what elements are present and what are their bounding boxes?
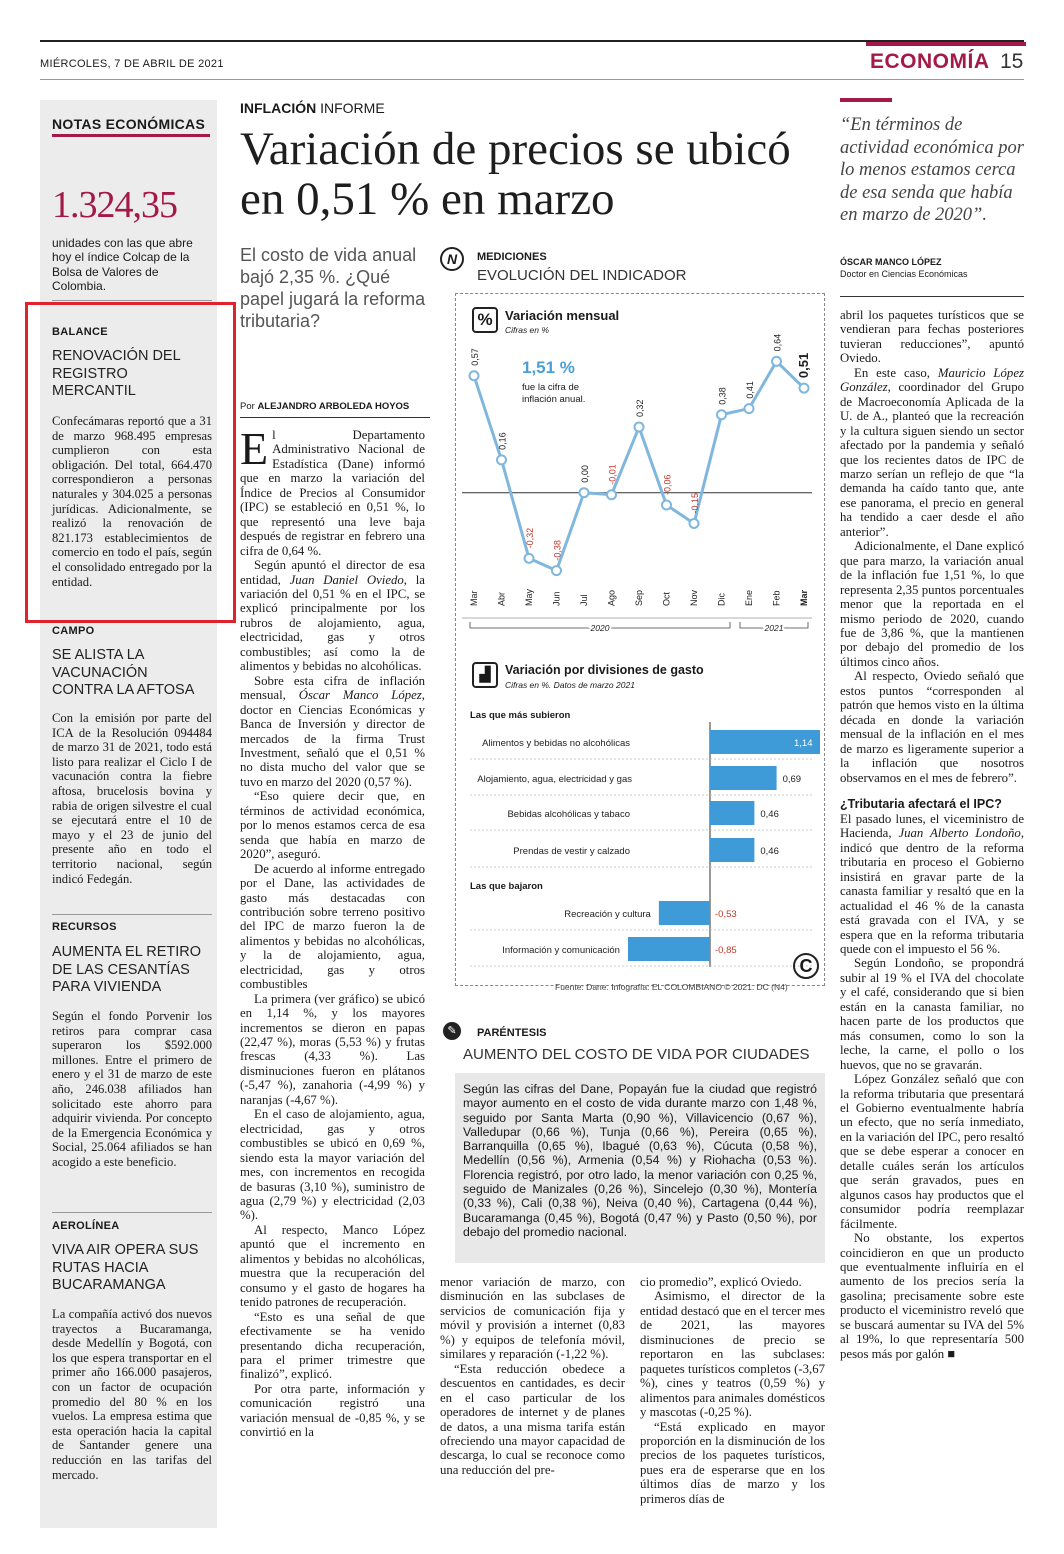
divider	[52, 914, 212, 915]
paragraph: l Departamento Administrativo Nacional de Estadística (Dane) informó que en marzo la variación del Índice de Precios al Consumidor (IPC) se estableció en 0,51 %, lo que representó una leve baja después de registrar en febrero una cifra de 0,64 %.	[240, 428, 425, 558]
parentesis-label: PARÉNTESIS	[477, 1027, 547, 1039]
data-point	[635, 423, 644, 432]
paragraph: cio promedio”, explicó Oviedo.	[640, 1275, 802, 1289]
data-label: -0,38	[552, 540, 563, 561]
byline	[240, 401, 409, 412]
recursos-body: Según el fondo Porvenir los retiros para comprar casa superaron los $592.000 millones. Entre el primero de enero y el 31 de marzo de este año, 246.038 afiliados han solicitado este ahorro para adquirir vivienda. Por concepto de la Emergencia Económica y Social, 25.064 afiliados se han acogido a este beneficio.	[52, 1009, 212, 1169]
article-headline: Variación de precios se ubicó en 0,51 % en marzo	[240, 123, 791, 225]
paragraph: Adicionalmente, el Dane explicó que para marzo, la variación anual de la inflación fue 1,51 %, lo que representa 2,35 puntos porcentuales menor que la reportada en el mismo periodo de 2020, cuando fue de 3,86 %, que la mantienen por debajo del promedio de los últimos cinco años.	[840, 539, 1024, 669]
chart1-title: Variación mensual	[505, 308, 620, 323]
article-column-1	[240, 423, 425, 1440]
section-subhead: ¿Tributaria afectará el IPC?	[840, 796, 1002, 811]
x-tick-label: Jun	[551, 591, 562, 606]
data-point	[525, 554, 534, 563]
notes-title: NOTAS ECONÓMICAS	[52, 116, 206, 132]
header-page-number: 15	[1000, 50, 1024, 73]
paragraph: Según Londoño, se propondrá subir al 19 % el IVA del chocolate y el café, considerando que si bien están en la canasta familiar, no hacen parte de los productos que más consumen, como lo son la leche, la carne, el pollo o los huevos, que no se gravarán.	[840, 956, 1024, 1072]
header-section: ECONOMÍA	[870, 50, 990, 73]
pull-quote: “En términos de actividad económica por lo menos estamos cerca de esa senda que había en marzo de 2020”.	[840, 115, 1024, 225]
data-point	[745, 404, 754, 413]
paragraph: El pasado lunes, el viceministro de Hacienda, Juan Alberto Londoño, indicó que dentro de la reforma tributaria en proceso el Gobierno insistirá en gravar parte de la canasta familiar y resaltó que en la actualidad el 46 % de la canasta está gravada con el IVA, y se espera que en la reforma tributaria quede con el impuesto el 56 %.	[840, 811, 1025, 957]
monthly-variation-chart	[462, 300, 822, 640]
data-label: 0,38	[717, 387, 728, 405]
x-tick-label: Jul	[579, 594, 589, 606]
data-label: -0,15	[690, 492, 700, 514]
bar	[710, 766, 777, 790]
bar-value-label: 0,69	[782, 774, 802, 785]
data-label: 0,16	[497, 432, 508, 450]
quote-role: Doctor en Ciencias Económicas	[840, 269, 968, 279]
bar-value-label: -0,85	[715, 945, 737, 956]
campo-body: Con la emisión por parte del ICA de la Resolución 094484 de marzo 31 de 2021, todo está listo para realizar el Ciclo I de vacunación contra la fiebre aftosa, brucelosis bovina y rabia de origen silvestre el cual se ejecutará entre el 10 de mayo y el 23 de junio del presente año en todo el territorio nacional, según indicó Fedegán.	[52, 711, 212, 886]
paragraph: La primera (ver gráfico) se ubicó en 1,14 %, y los mayores incrementos se dieron en papas (22,47 %), moras (5,53 %) y frutas frescas (4,33 %). Las disminuciones fueron en plátanos (-5,47 %), zanahoria (-4,99 %) y naranjas (-4,67 %).	[240, 991, 425, 1107]
data-point	[662, 501, 671, 510]
paragraph: De acuerdo al informe entregado por el Dane, las actividades de gasto más destacadas con contribución sobre terreno positivo del IPC de marzo fueron la de alimentos y bebidas no alcohólicas, y la de alojamiento, agua, electricidad, gas y otros combustibles	[240, 861, 425, 992]
paragraph: Según apuntó el director de esa entidad, Juan Daniel Oviedo, la variación del 0,51 % en el IPC, se explicó principalmente por los rubros de alojamiento, agua, electricidad, gas y otros combustibles; así como la de alimentos y bebidas no alcohólicas.	[240, 558, 425, 674]
bar-value-label: 0,46	[760, 846, 779, 857]
mediciones-icon: N	[440, 247, 464, 271]
paragraph: menor variación de marzo, con disminución en las subclases de servicios de comunicación fija y móvil y provisión a internet (0,83 %) y equipos de telefonía móvil, similares y reparación (-1,22 %).	[440, 1275, 625, 1362]
paragraph: Asimismo, el director de la entidad destacó que en el tercer mes de 2021, las mayores disminuciones de precio se reportaron en las subclases: paquetes turísticos completos (-3,67 %), cines y teatros (0,59 %) y alimentos para animales domésticos y mascotas (-0,25 %).	[640, 1289, 825, 1420]
annual-inflation-text: fue la cifra de inflación anual.	[522, 382, 586, 405]
infographic-label: MEDICIONES	[477, 251, 547, 263]
article-kicker	[240, 100, 385, 116]
data-label: 0,64	[772, 333, 783, 352]
article-column-4	[840, 308, 1024, 1361]
bar-value-label: -0,53	[715, 909, 737, 920]
infographic-source: Fuente: Dane. Infografía: EL COLOMBIANO © 2021. DC (N4)	[555, 982, 788, 992]
x-tick-label: Dic	[716, 593, 727, 606]
byline-rule	[240, 417, 430, 418]
infographic-title: EVOLUCIÓN DEL INDICADOR	[477, 267, 687, 284]
bar-chart-icon: ▟	[472, 662, 498, 688]
colcap-figure: 1.324,35	[52, 184, 177, 226]
bar	[710, 838, 754, 862]
bar-value-label: 1,14	[794, 738, 813, 749]
paragraph: “Está explicado en mayor proporción en la disminución de los precios de los paquetes turísticos, pues era de esperarse que en los últimos días de marzo y los primeros días de	[640, 1419, 825, 1506]
recursos-headline: AUMENTA EL RETIRO DE LAS CESANTÍAS PARA VIVIENDA	[52, 944, 202, 995]
paragraph: “Eso quiere decir que, en términos de actividad económica, por lo menos estamos cerca de esa senda que había en marzo de 2020”, aseguró.	[240, 789, 425, 862]
notes-title-underline	[52, 134, 210, 137]
data-point	[552, 566, 561, 575]
section-accent-bar	[866, 42, 1026, 46]
aerolinea-headline: VIVA AIR OPERA SUS RUTAS HACIA BUCARAMANGA	[52, 1242, 199, 1293]
data-label: 0,00	[580, 465, 590, 483]
category-label: Bebidas alcohólicas y tabaco	[507, 809, 630, 820]
data-point	[717, 410, 726, 419]
pin-icon: ✎	[443, 1022, 461, 1040]
category-label: Recreación y cultura	[564, 909, 651, 920]
data-label: 0,57	[470, 348, 480, 366]
quote-rule	[840, 296, 1024, 297]
parentesis-title: AUMENTO DEL COSTO DE VIDA POR CIUDADES	[463, 1046, 810, 1063]
x-tick-label: Mar	[469, 590, 479, 606]
data-point	[800, 384, 809, 393]
category-label: Prendas de vestir y calzado	[513, 846, 630, 857]
bar	[628, 937, 710, 961]
dropcap: E	[240, 423, 269, 474]
divider	[52, 300, 212, 301]
x-tick-label: Feb	[771, 590, 782, 606]
paragraph: “Esto es una señal de que efectivamente se ha venido presentando dicha recuperación, para el primer trimestre que finalizó”, explicó.	[240, 1309, 425, 1382]
bar	[659, 901, 710, 925]
x-tick-label: May	[524, 588, 534, 606]
divisions-bar-chart	[462, 722, 822, 972]
data-point	[580, 488, 589, 497]
group-up-label: Las que más subieron	[470, 710, 571, 721]
chart1-subtitle: Cifras en %	[505, 325, 549, 335]
kicker-bold: INFLACIÓN	[240, 100, 317, 116]
x-tick-label: Ago	[606, 589, 617, 606]
paragraph: No obstante, los expertos coincidieron en que un producto que eventualmente influiría en el aumento de los precios sería la gasolina; precisamente sobre este producto el viceministro reveló que se buscará aumentar su IVA del 5% al 19%, lo que representaría 500 pesos más por galón ■	[840, 1231, 1024, 1361]
paragraph: “Esta reducción obedece a descuentos en cantidades, es decir en el caso particular de los operadores de internet y de planes de datos, a una misma tarifa están ofreciendo una mayor capacidad de descarga, lo cual se reconoce como una reducción del pre-	[440, 1361, 625, 1477]
group-down-label: Las que bajaron	[470, 881, 543, 892]
paragraph: Por otra parte, información y comunicación registró una variación mensual de -0,85 %, y se convirtió en la	[240, 1381, 425, 1440]
data-point	[607, 490, 616, 499]
annual-inflation-value: 1,51 %	[522, 358, 575, 377]
x-tick-label: Mar	[799, 589, 809, 606]
quote-accent-bar	[840, 98, 892, 102]
percent-icon: %	[472, 307, 498, 333]
header-bottom-rule	[40, 79, 1024, 80]
bar-value-label: 0,46	[760, 809, 779, 820]
paragraph: En el caso de alojamiento, agua, electricidad, gas y otros combustibles se ubicó en 0,69 %, siendo esta la mayor variación del mes, con incrementos en recogida de basuras (3,10 %), suministro de agua (2,79 %) y electricidad (2,03 %).	[240, 1107, 425, 1223]
article-column-3	[640, 1275, 825, 1506]
article-subhead: El costo de vida anual bajó 2,35 %. ¿Qué papel jugará la reforma tributaria?	[240, 245, 426, 331]
data-label: -0,32	[525, 527, 535, 549]
byline-prefix: Por	[240, 401, 255, 412]
x-tick-label: Abr	[496, 591, 507, 606]
x-tick-label: Nov	[689, 589, 699, 606]
aerolinea-body: La compañía activó dos nuevos trayectos a Bucaramanga, desde Medellín y Bogotá, con los que espera transportar en el primer año 166.000 pasajeros, con un factor de ocupación promedio del 80 % en los vuelos. La empresa estima que esta operación hacia la capital de Santander genere una reducción en las tarifas del mercado.	[52, 1307, 212, 1482]
quote-name: ÓSCAR MANCO LÓPEZ	[840, 257, 942, 267]
el-colombiano-logo: C	[793, 953, 819, 979]
category-label: Alimentos y bebidas no alcohólicas	[482, 738, 630, 749]
byline-name: ALEJANDRO ARBOLEDA HOYOS	[257, 401, 410, 412]
header-date: MIÉRCOLES, 7 DE ABRIL DE 2021	[40, 58, 224, 70]
paragraph: Al respecto, Oviedo señaló que estos puntos “corresponden al patrón que hemos visto en la última década en donde la variación mensual de la inflación en el mes de marzo es ligeramente superior a la inflación que nosotros observamos en el mes de febrero”.	[840, 669, 1024, 785]
data-label: 0,41	[745, 381, 755, 399]
chart2-title: Variación por divisiones de gasto	[505, 663, 704, 677]
paragraph: López González señaló que con la reforma tributaria que presentará el Gobierno eventualmente habría un efecto, que no sería inmediato, en la variación del IPC, pero resaltó que se debe esperar a conocer en detalle cuáles serán los artículos que serán gravados, pues en algunos casos hay productos que el consumidor podría reemplazar fácilmente.	[840, 1072, 1024, 1231]
campo-headline: SE ALISTA LA VACUNACIÓN CONTRA LA AFTOSA	[52, 647, 195, 698]
x-tick-label: Ene	[744, 589, 754, 606]
balance-body: Confecámaras reportó que a 31 de marzo 968.495 empresas cumplieron con esta obligación. Del total, 664.470 correspondieron a personas naturales y 304.025 a personas jurídicas. Adicionalmente, se realizó la renovación de 821.173 establecimientos de comercio en todo el país, según el consolidado entregado por la entidad.	[52, 414, 212, 589]
article-column-2	[440, 1275, 625, 1477]
data-point	[772, 357, 781, 366]
kicker-light: INFORME	[320, 100, 385, 116]
divider	[52, 1212, 212, 1213]
category-label: Alojamiento, agua, electricidad y gas	[477, 774, 632, 785]
balance-category: BALANCE	[52, 326, 108, 338]
x-tick-label: Sep	[634, 589, 644, 606]
recursos-category: RECURSOS	[52, 921, 117, 933]
paragraph: Al respecto, Manco López apuntó que el incremento en alimentos y bebidas no alcohólicas, muestra que la recuperación del consumo y el gasto de hogares ha tenido patrones de recuperación.	[240, 1222, 425, 1310]
data-label: -0,01	[607, 464, 618, 485]
data-point	[470, 371, 479, 380]
bar	[710, 801, 754, 825]
colcap-text: unidades con las que abre hoy el índice Colcap de la Bolsa de Valores de Colombia.	[52, 236, 193, 294]
data-point	[497, 455, 506, 464]
paragraph: Sobre esta cifra de inflación mensual, Óscar Manco López, doctor en Ciencias Económicas y Banca de Inversión y director de mercados de la firma Trust Investment, señaló que el 0,51 % no dista mucho del valor que se tuvo en marzo del 2020 (0,57 %).	[240, 673, 425, 789]
data-point	[690, 519, 699, 528]
data-label: 0,51	[796, 352, 811, 379]
year-label-2020: 2020	[590, 623, 610, 633]
category-label: Información y comunicación	[502, 945, 620, 956]
campo-category: CAMPO	[52, 625, 95, 637]
data-label: 0,32	[635, 399, 645, 418]
year-label-2021: 2021	[764, 623, 784, 633]
parentesis-body: Según las cifras del Dane, Popayán fue la ciudad que registró mayor aumento en el costo de vida durante marzo con 1,48 %, seguido por Santa Marta (0,90 %), Villavicencio (0,67 %), Valledupar (0,66 %), Tunja (0,66 %), Pereira (0,65 %), Barranquilla (0,65 %), Ibagué (0,63 %), Cúcuta (0,58 %), Medellín (0,56 %), Armenia (0,54 %) y Riohacha (0,53 %). Florencia registró, por otro lado, la menor variación con 0,25 %, seguido de Manizales (0,26 %), Sincelejo (0,30 %), Montería (0,33 %), Cali (0,38 %), Neiva (0,40 %), Cartagena (0,44 %), Bucaramanga (0,45 %), Bogotá (0,47 %) y Pasto (0,50 %), por debajo del promedio nacional.	[463, 1082, 817, 1239]
chart2-subtitle: Cifras en %. Datos de marzo 2021	[505, 680, 635, 690]
paragraph: abril los paquetes turísticos que se vendieran para fechas posteriores tuvieran reducciones”, apuntó Oviedo.	[840, 308, 1024, 366]
aerolinea-category: AEROLÍNEA	[52, 1220, 120, 1232]
data-label: -0,06	[662, 474, 673, 495]
x-tick-label: Oct	[661, 591, 672, 606]
highlight-box	[25, 302, 236, 623]
paragraph: En este caso, Mauricio López González, coordinador del Grupo de Macroeconomía Aplicada de la U. de A., planteó que la recreación y la cultura siguen siendo un sector afectado por la pandemia y señaló que los recientes datos de IPC de marzo serían un reflejo de que “la demanda ha caído tanto que, ante ese panorama, el precio en general ha tendido a caer desde el año anterior”.	[840, 365, 1024, 539]
balance-headline: RENOVACIÓN DEL REGISTRO MERCANTIL	[52, 348, 181, 399]
